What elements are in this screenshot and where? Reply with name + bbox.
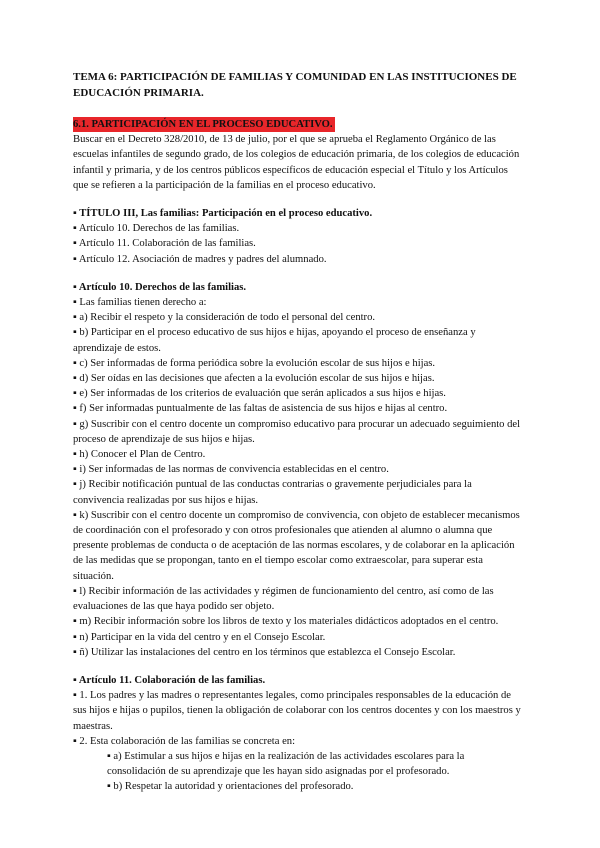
articulo-10-block [73,280,522,660]
list-item: ▪ a) Recibir el respeto y la consideración de todo el personal del centro. [73,312,376,324]
list-item: ▪ i) Ser informadas de las normas de convivencia establecidas en el centro. [73,464,389,476]
titulo-iii-block [73,206,522,267]
list-item: ▪ c) Ser informadas de forma periódica sobre la evolución escolar de sus hijos e hijas. [73,357,436,369]
sub-list-item: ▪ b) Respetar la autoridad y orientaciones del profesorado. [107,781,354,793]
list-item: ▪ Artículo 12. Asociación de madres y padres del alumnado. [73,253,327,265]
document-title: TEMA 6: PARTICIPACIÓN DE FAMILIAS Y COMUNIDAD EN LAS INSTITUCIONES DE EDUCACIÓN PRIMARIA. [73,71,517,99]
list-item: ▪ Artículo 11. Colaboración de las familias. [73,238,256,250]
list-item: ▪ d) Ser oídas en las decisiones que afecten a la evolución escolar de sus hijos e hijas. [73,373,435,385]
list-item: ▪ e) Ser informadas de los criterios de evaluación que serán aplicados a sus hijos e hijas. [73,388,446,400]
list-item: ▪ Las familias tienen derecho a: [73,297,207,309]
articulo-11-block [73,673,522,795]
section-heading: 6.1. PARTICIPACIÓN EN EL PROCESO EDUCATIVO. [73,117,335,132]
list-item: ▪ 1. Los padres y las madres o representantes legales, como principales responsables de la educación de sus hijos e hijas o pupilos, tienen la obligación de colaborar con los centros docentes y con los maestros y maestras. [73,690,521,732]
sub-list-item: ▪ a) Estimular a sus hijos e hijas en la realización de las actividades escolares para la consolidación de su aprendizaje que les hayan sido asignadas por el profesorado. [107,750,465,778]
section-6-1 [73,117,522,193]
list-item: ▪ l) Recibir información de las actividades y régimen de funcionamiento del centro, así como de las evaluaciones de las que haya podido ser objeto. [73,585,494,613]
list-item: ▪ m) Recibir información sobre los libros de texto y los materiales didácticos adoptados en el centro. [73,616,499,628]
list-item: ▪ ñ) Utilizar las instalaciones del centro en los términos que establezca el Consejo Escolar. [73,646,456,658]
intro-paragraph: Buscar en el Decreto 328/2010, de 13 de julio, por el que se aprueba el Reglamento Orgánico de las escuelas infantiles de segundo grado, de los colegios de educación primaria, de los colegios de educación infantil y primaria, y de los centros públicos específicos de educación especial el Título y los Artículos que se refieren a la participación de la familias en el proceso educativo. [73,134,520,191]
list-item: ▪ k) Suscribir con el centro docente un compromiso de convivencia, con objeto de establecer mecanismos de coordinación con el profesorado y con otros profesionales que atienden al alumno o alumna que presente problemas de conducta o de aceptación de las normas escolares, y de colaborar en la aplicación de las medidas que se propongan, tanto en el tiempo escolar como extraescolar, para superar esta situación. [73,509,520,582]
list-item: ▪ b) Participar en el proceso educativo de sus hijos e hijas, apoyando el proceso de enseñanza y aprendizaje de estos. [73,327,476,354]
articulo-10-heading: ▪ Artículo 10. Derechos de las familias. [73,281,247,293]
list-item: ▪ h) Conocer el Plan de Centro. [73,449,206,461]
list-item: ▪ Artículo 10. Derechos de las familias. [73,223,240,235]
list-item: ▪ n) Participar en la vida del centro y en el Consejo Escolar. [73,631,326,643]
list-item: ▪ g) Suscribir con el centro docente un compromiso educativo para procurar un adecuado seguimiento del proceso de aprendizaje de sus hijos e hijas. [73,418,521,445]
list-item: ▪ j) Recibir notificación puntual de las conductas contrarias o gravemente perjudiciales para la convivencia realizadas por sus hijos e hijas. [73,479,472,506]
list-item: ▪ 2. Esta colaboración de las familias se concreta en: [73,735,296,747]
titulo-iii-heading: ▪ TÍTULO III, Las familias: Participación en el proceso educativo. [73,208,373,220]
articulo-11-heading: ▪ Artículo 11. Colaboración de las familias. [73,674,266,686]
list-item: ▪ f) Ser informadas puntualmente de las faltas de asistencia de sus hijos e hijas al centro. [73,403,448,415]
